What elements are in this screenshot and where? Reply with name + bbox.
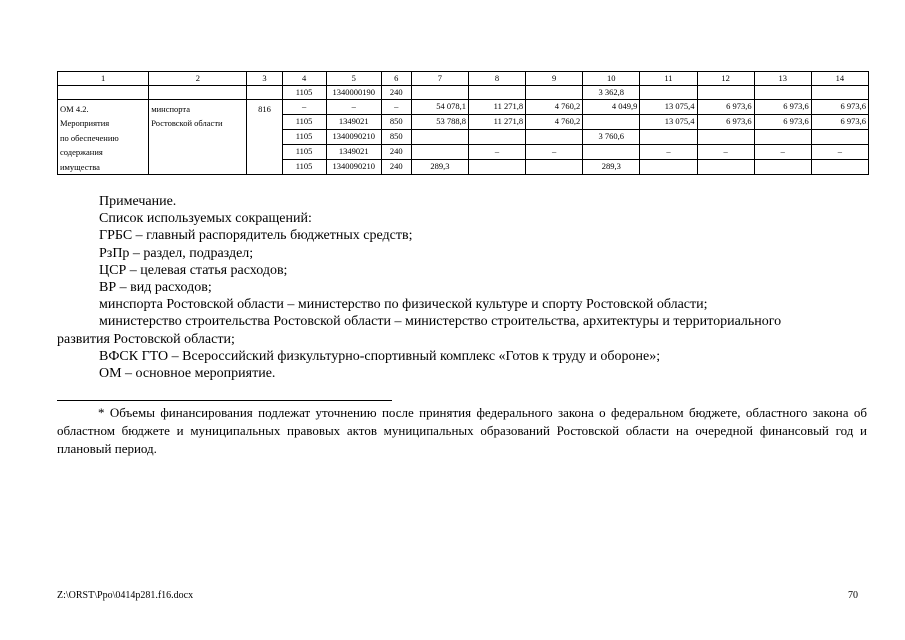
main-activity-cell bbox=[58, 100, 149, 175]
table-cell: 3 362,8 bbox=[583, 86, 640, 100]
table-cell: – bbox=[468, 144, 525, 159]
table-cell bbox=[811, 86, 868, 100]
column-number: 9 bbox=[526, 72, 583, 86]
table-cell: 53 788,8 bbox=[411, 114, 468, 129]
column-number: 6 bbox=[381, 72, 411, 86]
table-cell bbox=[411, 144, 468, 159]
table-cell: 4 760,2 bbox=[526, 114, 583, 129]
column-number: 11 bbox=[640, 72, 697, 86]
abbreviation-item: РзПр – раздел, подраздел; bbox=[99, 245, 254, 261]
executor-line: Ростовской области bbox=[151, 118, 223, 129]
executor-cell bbox=[149, 100, 247, 175]
financing-table bbox=[57, 71, 869, 175]
table-cell bbox=[468, 129, 525, 144]
abbreviation-item: министерство строительства Ростовской области – министерство строительства, архитектуры и территориального bbox=[99, 314, 782, 330]
table-cell bbox=[697, 129, 754, 144]
table-cell: – bbox=[754, 144, 811, 159]
footnote-divider bbox=[57, 400, 392, 401]
table-cell bbox=[754, 129, 811, 144]
table-cell: 6 973,6 bbox=[811, 100, 868, 115]
table-cell: – bbox=[282, 100, 326, 115]
table-cell: 54 078,1 bbox=[411, 100, 468, 115]
table-cell: 289,3 bbox=[411, 159, 468, 174]
executor-line: минспорта bbox=[151, 104, 190, 114]
abbreviation-item-continuation: развития Ростовской области; bbox=[57, 331, 235, 347]
table-cell: 1349021 bbox=[326, 144, 381, 159]
table-cell: 6 973,6 bbox=[754, 114, 811, 129]
notes-section bbox=[57, 193, 869, 382]
table-cell bbox=[583, 114, 640, 129]
table-row bbox=[58, 86, 869, 100]
table-cell bbox=[526, 159, 583, 174]
file-path: Z:\ORST\Ppo\0414p281.f16.docx bbox=[57, 590, 194, 601]
table-cell: 4 760,2 bbox=[526, 100, 583, 115]
column-number: 8 bbox=[468, 72, 525, 86]
column-number: 4 bbox=[282, 72, 326, 86]
table-cell: 6 973,6 bbox=[697, 100, 754, 115]
page-number: 70 bbox=[848, 590, 858, 601]
table-cell bbox=[754, 159, 811, 174]
table-cell bbox=[640, 129, 697, 144]
activity-line: ОМ 4.2. bbox=[60, 104, 89, 114]
table-cell: 13 075,4 bbox=[640, 100, 697, 115]
grbs-cell bbox=[247, 100, 282, 175]
table-cell: 1340000190 bbox=[326, 86, 381, 100]
footnote bbox=[57, 404, 867, 458]
table-cell bbox=[247, 86, 282, 100]
abbreviation-item: ВФСК ГТО – Всероссийский физкультурно-спортивный комплекс «Готов к труду и обороне»; bbox=[99, 348, 661, 364]
grbs-code: 816 bbox=[258, 104, 271, 114]
table-cell: 1340090210 bbox=[326, 129, 381, 144]
table-cell: 13 075,4 bbox=[640, 114, 697, 129]
table-cell: 1105 bbox=[282, 144, 326, 159]
abbreviation-item: ЦСР – целевая статья расходов; bbox=[99, 262, 288, 278]
table-cell bbox=[526, 86, 583, 100]
table-cell bbox=[697, 86, 754, 100]
table-cell: – bbox=[526, 144, 583, 159]
activity-line: Мероприятия bbox=[60, 118, 110, 129]
column-number: 5 bbox=[326, 72, 381, 86]
table-cell bbox=[526, 129, 583, 144]
table-cell: 850 bbox=[381, 129, 411, 144]
table-cell: – bbox=[697, 144, 754, 159]
abbreviation-item: ВР – вид расходов; bbox=[99, 280, 212, 296]
activity-line: имущества bbox=[60, 161, 100, 172]
table-cell: 1105 bbox=[282, 114, 326, 129]
table-cell bbox=[811, 159, 868, 174]
activity-line: содержания bbox=[60, 147, 103, 158]
table-cell: – bbox=[381, 100, 411, 115]
table-cell: 240 bbox=[381, 159, 411, 174]
table-cell bbox=[468, 86, 525, 100]
column-number: 12 bbox=[697, 72, 754, 86]
table-cell: 1105 bbox=[282, 159, 326, 174]
table-cell: 850 bbox=[381, 114, 411, 129]
table-cell bbox=[149, 86, 247, 100]
table-cell bbox=[640, 159, 697, 174]
table-row bbox=[58, 100, 869, 115]
notes-title: Примечание. bbox=[99, 194, 177, 209]
table-cell: 240 bbox=[381, 144, 411, 159]
table-cell bbox=[811, 129, 868, 144]
abbreviation-item: ОМ – основное мероприятие. bbox=[99, 366, 276, 382]
column-number: 14 bbox=[811, 72, 868, 86]
table-cell bbox=[583, 144, 640, 159]
abbreviation-item: ГРБС – главный распорядитель бюджетных средств; bbox=[99, 228, 413, 244]
table-cell: 6 973,6 bbox=[811, 114, 868, 129]
table-cell: 289,3 bbox=[583, 159, 640, 174]
abbreviation-item: минспорта Ростовской области – министерство по физической культуре и спорту Ростовской области; bbox=[99, 297, 708, 313]
column-number: 1 bbox=[58, 72, 149, 86]
table-cell bbox=[411, 129, 468, 144]
column-number: 7 bbox=[411, 72, 468, 86]
table-cell bbox=[468, 159, 525, 174]
table-header-row bbox=[58, 72, 869, 86]
table-cell bbox=[58, 86, 149, 100]
notes-subtitle: Список используемых сокращений: bbox=[99, 211, 312, 227]
table-cell: 6 973,6 bbox=[754, 100, 811, 115]
table-cell bbox=[754, 86, 811, 100]
table-cell: 3 760,6 bbox=[583, 129, 640, 144]
table-cell: 6 973,6 bbox=[697, 114, 754, 129]
table-cell: 4 049,9 bbox=[583, 100, 640, 115]
table-cell bbox=[697, 159, 754, 174]
table-cell: – bbox=[640, 144, 697, 159]
table-cell: 1349021 bbox=[326, 114, 381, 129]
table-cell: 1105 bbox=[282, 129, 326, 144]
table-cell: 1340090210 bbox=[326, 159, 381, 174]
table-cell: 11 271,8 bbox=[468, 100, 525, 115]
table-cell bbox=[640, 86, 697, 100]
activity-line: по обеспечению bbox=[60, 132, 119, 143]
table-cell: 240 bbox=[381, 86, 411, 100]
table-cell bbox=[411, 86, 468, 100]
table-cell: – bbox=[326, 100, 381, 115]
table-cell: – bbox=[811, 144, 868, 159]
table-cell: 1105 bbox=[282, 86, 326, 100]
table-cell: 11 271,8 bbox=[468, 114, 525, 129]
column-number: 13 bbox=[754, 72, 811, 86]
footnote-text: * Объемы финансирования подлежат уточнению после принятия федерального закона о федеральном бюджете, областного закона об областном бюджете и муниципальных правовых актов муниципальных образований Ростовской области на очередной финансовый год и плановый период. bbox=[57, 405, 867, 456]
column-number: 10 bbox=[583, 72, 640, 86]
column-number: 2 bbox=[149, 72, 247, 86]
column-number: 3 bbox=[247, 72, 282, 86]
